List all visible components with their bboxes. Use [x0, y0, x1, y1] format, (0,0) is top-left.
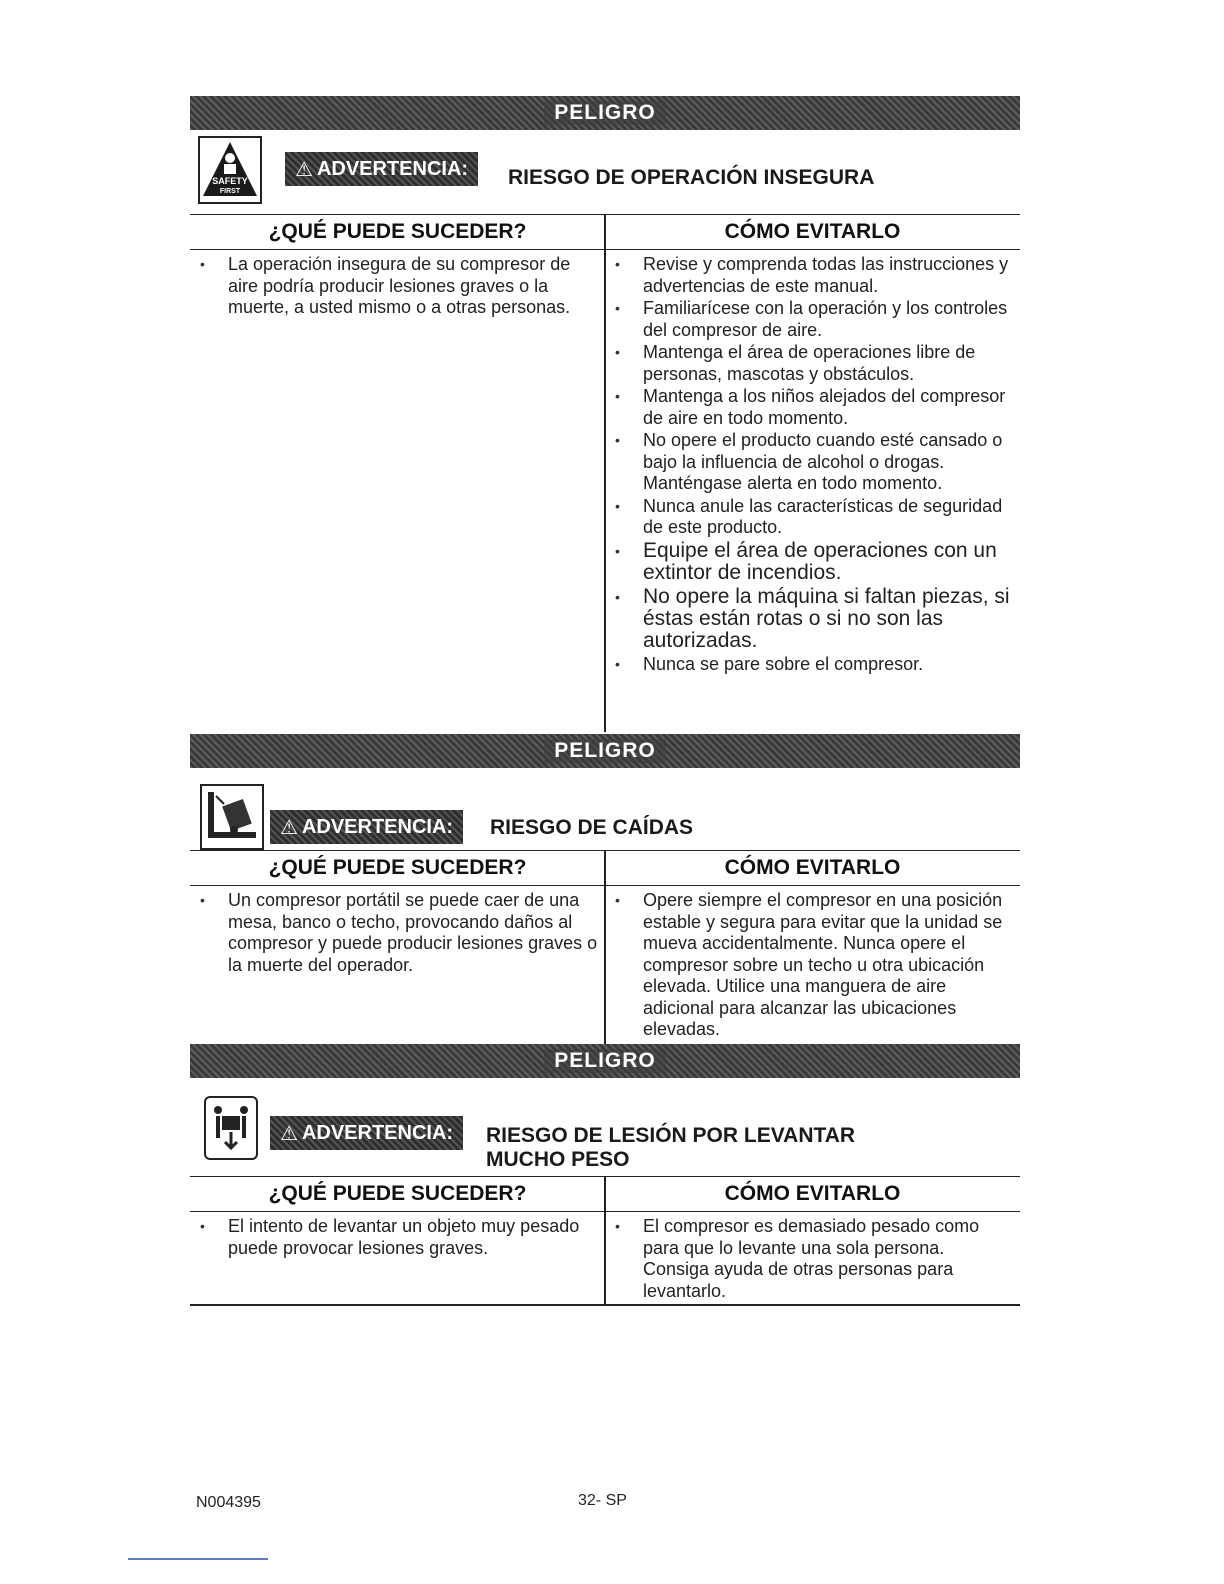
how-to-avoid-header: CÓMO EVITARLO: [724, 220, 901, 243]
warning-tag: [285, 152, 478, 186]
warning-triangle-icon: ⚠: [280, 1122, 298, 1145]
list-item: • Revise y comprenda todas las instrucciones y advertencias de este manual.: [605, 254, 1015, 297]
hazard-title: RIESGO DE CAÍDAS: [490, 816, 694, 839]
hazard-title-line: RIESGO DE LESIÓN POR LEVANTAR: [486, 1124, 856, 1147]
danger-label: PELIGRO: [544, 739, 666, 763]
link-underline: [128, 1558, 268, 1560]
what-can-happen-header: ¿QUÉ PUEDE SUCEDER?: [268, 1182, 527, 1205]
warning-label: ADVERTENCIA:: [316, 157, 469, 180]
how-to-avoid-list: [605, 1216, 1010, 1303]
danger-banner: [190, 734, 1020, 768]
danger-banner: [190, 1044, 1020, 1078]
warning-tag: [270, 1116, 463, 1150]
list-item: • El compresor es demasiado pesado como para que lo levante una sola persona. Consiga ayuda de otras personas para levantarlo.: [605, 1216, 1010, 1302]
what-can-happen-list: [190, 890, 598, 977]
two-person-lift-icon: [204, 1096, 258, 1160]
what-can-happen-list: [190, 254, 590, 320]
warning-label: ADVERTENCIA:: [301, 1121, 454, 1144]
section-bottom-rule: [190, 1304, 1020, 1306]
how-to-avoid-list: [605, 890, 1017, 1042]
hazard-title: [486, 1124, 855, 1172]
hazard-section-unsafe-operation: [190, 96, 1020, 776]
how-to-avoid-list: [605, 254, 1015, 676]
warning-label: ADVERTENCIA:: [301, 815, 454, 838]
page-number: 32- SP: [578, 1492, 627, 1509]
hazard-section-falling: [190, 734, 1020, 1044]
list-item: • Nunca se pare sobre el compresor.: [605, 654, 1015, 676]
danger-label: PELIGRO: [544, 101, 666, 125]
safety-first-icon: [198, 136, 262, 204]
list-item: • Mantenga el área de operaciones libre de personas, mascotas y obstáculos.: [605, 342, 1015, 385]
list-item: • Opere siempre el compresor en una posición estable y segura para evitar que la unidad se mueva accidentalmente. Nunca opere el compresor sobre un techo u otra ubicación elevada. Utilice una manguera de aire adicional para alcanzar las ubicaciones elevadas.: [605, 890, 1017, 1041]
warning-triangle-icon: ⚠: [280, 816, 298, 839]
warning-triangle-icon: ⚠: [295, 158, 313, 181]
how-to-avoid-header: CÓMO EVITARLO: [724, 856, 901, 879]
list-item: • Un compresor portátil se puede caer de una mesa, banco o techo, provocando daños al compresor y puede producir lesiones graves o la muerte del operador.: [190, 890, 598, 976]
how-to-avoid-header: CÓMO EVITARLO: [724, 1182, 901, 1205]
list-item: • Nunca anule las características de seguridad de este producto.: [605, 496, 1015, 539]
what-can-happen-list: [190, 1216, 595, 1260]
list-item: • El intento de levantar un objeto muy pesado puede provocar lesiones graves.: [190, 1216, 595, 1259]
hazard-section-heavy-lifting: [190, 1044, 1020, 1306]
what-can-happen-header: ¿QUÉ PUEDE SUCEDER?: [268, 856, 527, 879]
danger-banner: [190, 96, 1020, 130]
safety-first-icon-text: SAFETY: [212, 176, 248, 186]
what-can-happen-header: ¿QUÉ PUEDE SUCEDER?: [268, 220, 527, 243]
hazard-title: RIESGO DE OPERACIÓN INSEGURA: [508, 166, 875, 189]
falling-compressor-icon: [200, 784, 264, 850]
danger-label: PELIGRO: [544, 1049, 666, 1073]
list-item: • Familiarícese con la operación y los controles del compresor de aire.: [605, 298, 1015, 341]
list-item: • Equipe el área de operaciones con un extintor de incendios.: [605, 540, 1015, 584]
list-item: • No opere la máquina si faltan piezas, si éstas están rotas o si no son las autorizadas.: [605, 586, 1015, 652]
document-code: N004395: [196, 1494, 261, 1511]
list-item: • Mantenga a los niños alejados del compresor de aire en todo momento.: [605, 386, 1015, 429]
list-item: • La operación insegura de su compresor de aire podría producir lesiones graves o la muerte, a usted mismo o a otras personas.: [190, 254, 590, 319]
safety-first-icon-text: FIRST: [219, 188, 241, 195]
hazard-title-line: MUCHO PESO: [486, 1148, 630, 1171]
warning-tag: [270, 810, 463, 844]
list-item: • No opere el producto cuando esté cansado o bajo la influencia de alcohol o drogas. Manténgase alerta en todo momento.: [605, 430, 1015, 495]
